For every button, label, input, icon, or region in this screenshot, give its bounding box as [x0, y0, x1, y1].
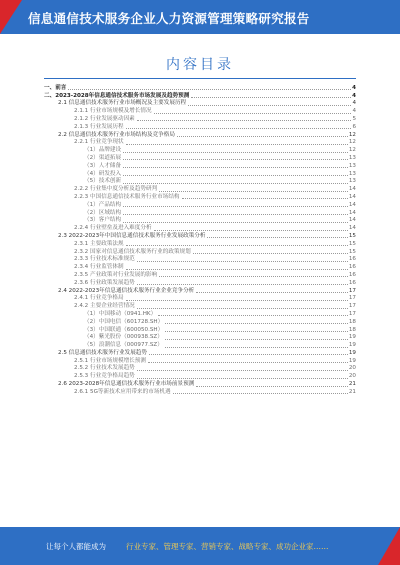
- toc-dot-leader: [123, 152, 348, 153]
- toc-entry-label: 2.4 2022-2023年信息通信技术服务行业企业竞争分析: [58, 287, 195, 294]
- toc-entry-label: 2.5 信息通信技术服务行业发展趋势: [58, 349, 147, 356]
- toc-dot-leader: [173, 393, 348, 394]
- report-title: 信息通信技术服务企业人力资源管理策略研究报告: [28, 11, 310, 26]
- toc-entry-label: 2.2.2 行业集中度分析及趋势研判: [74, 186, 158, 193]
- toc-entry-page: 14: [348, 186, 356, 193]
- toc-dot-leader: [137, 378, 348, 379]
- toc-entry[interactable]: [44, 380, 356, 388]
- header-red-corner: [0, 0, 22, 34]
- toc-entry-label: 2.2.1 行业竞争现状: [74, 139, 124, 146]
- toc-dot-leader: [158, 315, 348, 316]
- toc-dot-leader: [196, 292, 348, 293]
- toc-entry-page: 5: [352, 115, 356, 122]
- toc-entry[interactable]: [44, 240, 356, 248]
- toc-divider: [44, 78, 356, 79]
- toc-dot-leader: [148, 362, 348, 363]
- toc-entry-page: 16: [348, 264, 356, 271]
- toc-entry-label: 2.4.1 行业竞争格局: [74, 295, 124, 302]
- toc-entry-label: 2.3.2 国家对信息通信技术服务行业的政策规划: [74, 248, 191, 255]
- toc-entry[interactable]: [44, 178, 356, 186]
- toc-entry[interactable]: [44, 139, 356, 147]
- toc-entry-label: （3）中国联通（600050.SH）: [84, 326, 164, 333]
- toc-dot-leader: [137, 284, 348, 285]
- toc-entry-label: 2.3.6 行业政策发展趋势: [74, 279, 135, 286]
- toc-entry[interactable]: [44, 295, 356, 303]
- toc-entry[interactable]: [44, 310, 356, 318]
- toc-entry[interactable]: [44, 349, 356, 357]
- toc-dot-leader: [123, 183, 348, 184]
- toc-entry-page: 17: [348, 310, 356, 317]
- toc-entry-page: 13: [348, 154, 356, 161]
- toc-entry-label: 2.2.3 中国信息通信技术服务行业市场结构: [74, 193, 180, 200]
- toc-entry[interactable]: [44, 162, 356, 170]
- toc-heading: 内容目录: [166, 57, 234, 73]
- toc-entry-label: （1）中国移动（0941.HK）: [84, 310, 157, 317]
- toc-entry-page: 20: [348, 365, 356, 372]
- toc-entry-page: 15: [348, 232, 356, 239]
- toc-entry-label: 二、2023-2028年信息通信技术服务市场发展及趋势预测: [44, 92, 190, 99]
- toc-dot-leader: [188, 105, 351, 106]
- toc-entry-label: （5）浪潮信息（000977.SZ）: [84, 342, 163, 349]
- toc-dot-leader: [177, 136, 348, 137]
- toc-entry-label: （2）区域结构: [84, 209, 122, 216]
- toc-entry-label: （2）渠道拓展: [84, 154, 122, 161]
- toc-entry-page: 17: [348, 295, 356, 302]
- toc-entry-page: 4: [352, 108, 356, 115]
- toc-entry-label: 2.2 信息通信技术服务行业市场结构及竞争格局: [58, 131, 175, 138]
- toc-entry-label: 2.4.2 主要企业经营情况: [74, 303, 135, 310]
- toc-entry-label: 2.6.1 5G等新技术应用带来的市场机遇: [74, 388, 171, 395]
- toc-entry-page: 14: [348, 209, 356, 216]
- toc-dot-leader: [137, 308, 348, 309]
- toc-dot-leader: [68, 89, 351, 90]
- report-header: [0, 0, 400, 34]
- toc-entry-page: 16: [348, 279, 356, 286]
- toc-entry[interactable]: [44, 279, 356, 287]
- toc-entry-page: 19: [348, 349, 356, 356]
- toc-entry[interactable]: [44, 84, 356, 92]
- toc-entry-page: 14: [348, 225, 356, 232]
- toc-entry[interactable]: [44, 217, 356, 225]
- toc-entry[interactable]: [44, 357, 356, 365]
- toc-entry-page: 13: [348, 170, 356, 177]
- toc-entry-page: 19: [348, 334, 356, 341]
- toc-entry-page: 21: [348, 388, 356, 395]
- toc-dot-leader: [165, 323, 348, 324]
- toc-dot-leader: [165, 347, 348, 348]
- toc-dot-leader: [123, 175, 348, 176]
- toc-entry[interactable]: [44, 302, 356, 310]
- toc-dot-leader: [123, 159, 348, 160]
- toc-entry-label: （3）人才储备: [84, 162, 122, 169]
- toc-entry[interactable]: [44, 201, 356, 209]
- toc-entry-page: 21: [348, 381, 356, 388]
- toc-dot-leader: [123, 214, 348, 215]
- toc-entry-page: 4: [352, 84, 356, 91]
- toc-dot-leader: [123, 167, 348, 168]
- toc-entry-label: 2.1.1 行业市场规模及增长情况: [74, 108, 152, 115]
- toc-entry-label: 2.3.1 主要政策法规: [74, 240, 124, 247]
- toc-entry-page: 12: [348, 139, 356, 146]
- toc-dot-leader: [207, 237, 347, 238]
- toc-entry-page: 4: [352, 92, 356, 99]
- page-footer: [0, 527, 400, 565]
- toc-entry-label: 2.5.1 行业市场规模增长预测: [74, 357, 146, 364]
- toc-entry[interactable]: [44, 224, 356, 232]
- toc-entry-label: （1）产品结构: [84, 201, 122, 208]
- toc-entry-page: 12: [348, 147, 356, 154]
- footer-red-corner: [378, 527, 400, 565]
- toc-entry[interactable]: [44, 287, 356, 295]
- toc-entry-page: 15: [348, 240, 356, 247]
- toc-entry-label: 2.6 2023-2028年信息通信技术服务行业市场前景预测: [58, 381, 195, 388]
- toc-entry[interactable]: [44, 209, 356, 217]
- toc-entry[interactable]: [44, 146, 356, 154]
- toc-entry-page: 15: [348, 248, 356, 255]
- toc-dot-leader: [137, 370, 348, 371]
- toc-dot-leader: [191, 97, 351, 98]
- toc-entry-page: 17: [348, 287, 356, 294]
- toc-entry-page: 17: [348, 303, 356, 310]
- toc-entry-page: 13: [348, 178, 356, 185]
- toc-entry-label: 2.3.3 行业技术标准规范: [74, 256, 135, 263]
- toc-entry-label: （3）客户结构: [84, 217, 122, 224]
- toc-dot-leader: [196, 386, 348, 387]
- toc-entry[interactable]: [44, 107, 356, 115]
- toc-entry-page: 18: [348, 318, 356, 325]
- toc-dot-leader: [126, 300, 348, 301]
- toc-entry[interactable]: [44, 388, 356, 396]
- toc-entry-label: 2.5.2 行业技术发展趋势: [74, 365, 135, 372]
- toc-entry-label: 2.3.5 产业政策对行业发展的影响: [74, 271, 158, 278]
- toc-entry-label: 2.5.3 行业竞争格局趋势: [74, 373, 135, 380]
- toc-dot-leader: [137, 120, 352, 121]
- toc-entry-page: 14: [348, 201, 356, 208]
- toc-entry[interactable]: [44, 318, 356, 326]
- toc-entry-page: 6: [352, 123, 356, 130]
- toc-dot-leader: [154, 113, 352, 114]
- toc-entry[interactable]: [44, 115, 356, 123]
- toc-entry-page: 16: [348, 256, 356, 263]
- toc-entry-page: 18: [348, 326, 356, 333]
- toc-entry[interactable]: [44, 263, 356, 271]
- toc-entry-label: 一、前言: [44, 84, 67, 91]
- toc-entry-page: 12: [348, 131, 356, 138]
- toc-dot-leader: [149, 354, 348, 355]
- toc-entry-label: 2.1 信息通信技术服务行业市场概况及主要发展历程: [58, 100, 187, 107]
- footer-slogan: 让每个人都能成为: [46, 542, 106, 551]
- toc-dot-leader: [159, 276, 348, 277]
- toc-entry[interactable]: [44, 341, 356, 349]
- toc-dot-leader: [154, 230, 348, 231]
- toc-dot-leader: [126, 269, 348, 270]
- toc-dot-leader: [123, 206, 348, 207]
- toc-entry-label: （4）研发投入: [84, 170, 122, 177]
- table-of-contents: [44, 84, 356, 396]
- toc-entry-page: 16: [348, 271, 356, 278]
- toc-entry[interactable]: [44, 100, 356, 108]
- toc-entry[interactable]: [44, 372, 356, 380]
- toc-entry-page: 4: [352, 100, 356, 107]
- toc-entry-label: 2.1.2 行业发展驱动因素: [74, 115, 135, 122]
- toc-entry[interactable]: [44, 365, 356, 373]
- toc-dot-leader: [126, 128, 352, 129]
- toc-entry-label: （4）紫光股份（000938.SZ）: [84, 334, 163, 341]
- toc-entry-page: 14: [348, 217, 356, 224]
- toc-entry-label: 2.3 2022-2023年中国信息通信技术服务行业发展政策分析: [58, 232, 206, 239]
- toc-entry[interactable]: [44, 193, 356, 201]
- toc-entry-label: 2.3.4 行业监管体制: [74, 264, 124, 271]
- toc-entry[interactable]: [44, 248, 356, 256]
- toc-entry-label: （2）中国电信（601728.SH）: [84, 318, 164, 325]
- toc-entry-page: 19: [348, 357, 356, 364]
- toc-dot-leader: [126, 144, 348, 145]
- toc-entry-label: 2.1.3 行业发展历程: [74, 123, 124, 130]
- toc-entry-page: 20: [348, 373, 356, 380]
- toc-entry[interactable]: [44, 232, 356, 240]
- toc-entry[interactable]: [44, 92, 356, 100]
- toc-entry[interactable]: [44, 131, 356, 139]
- toc-entry-page: 13: [348, 162, 356, 169]
- toc-entry[interactable]: [44, 326, 356, 334]
- toc-entry-page: 14: [348, 193, 356, 200]
- toc-entry[interactable]: [44, 123, 356, 131]
- toc-dot-leader: [123, 222, 348, 223]
- toc-entry[interactable]: [44, 334, 356, 342]
- toc-entry[interactable]: [44, 256, 356, 264]
- footer-roles: 行业专家、管理专家、营销专家、战略专家、成功企业家……: [126, 542, 329, 551]
- toc-entry-page: 19: [348, 342, 356, 349]
- toc-entry-label: （1）品牌建设: [84, 147, 122, 154]
- toc-entry[interactable]: [44, 185, 356, 193]
- toc-entry[interactable]: [44, 170, 356, 178]
- toc-entry-label: 2.2.4 行业壁垒及进入难度分析: [74, 225, 152, 232]
- toc-dot-leader: [165, 339, 348, 340]
- toc-dot-leader: [137, 261, 348, 262]
- toc-dot-leader: [126, 245, 348, 246]
- toc-dot-leader: [159, 191, 348, 192]
- toc-entry[interactable]: [44, 154, 356, 162]
- toc-entry[interactable]: [44, 271, 356, 279]
- toc-dot-leader: [193, 253, 348, 254]
- toc-dot-leader: [165, 331, 348, 332]
- toc-dot-leader: [182, 198, 348, 199]
- toc-entry-label: （5）技术创新: [84, 178, 122, 185]
